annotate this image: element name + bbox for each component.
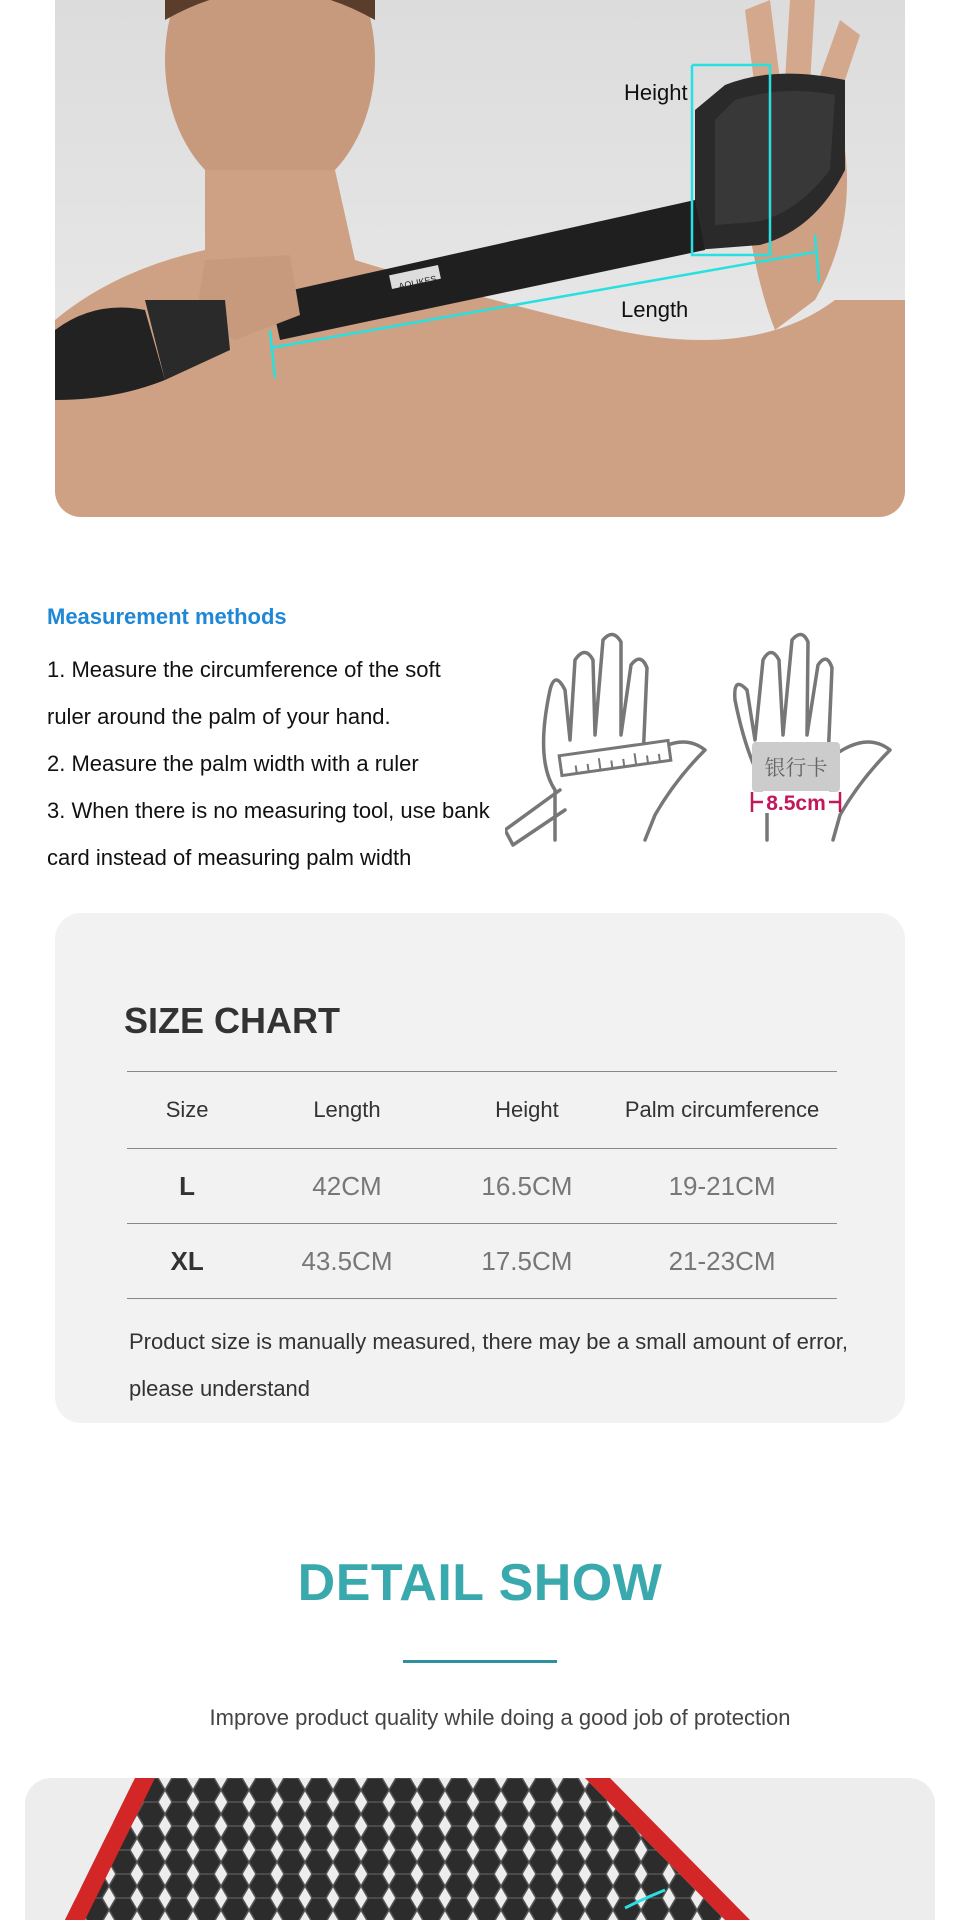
table-row	[127, 1224, 837, 1299]
table-header-row	[127, 1072, 837, 1149]
title-underline	[403, 1660, 557, 1663]
header-height: Height	[447, 1072, 607, 1149]
header-size: Size	[127, 1072, 247, 1149]
instruction-line: ruler around the palm of your hand.	[47, 704, 391, 729]
header-length: Length	[247, 1072, 446, 1149]
length-label: Length	[621, 297, 689, 322]
size-cell: L	[127, 1149, 247, 1224]
size-chart-title: SIZE CHART	[124, 1000, 340, 1041]
instruction-line: 1. Measure the circumference of the soft	[47, 657, 441, 682]
instruction-line: 2. Measure the palm width with a ruler	[47, 751, 419, 776]
hand-measurement-illustration	[505, 630, 905, 850]
product-photo	[55, 0, 905, 517]
measurement-instructions	[47, 646, 497, 881]
height-cell: 16.5CM	[447, 1149, 607, 1224]
brand-logo-text: AOLIKES	[397, 273, 438, 292]
card-width-label: 8.5cm	[766, 792, 826, 815]
size-cell: XL	[127, 1224, 247, 1299]
detail-show-title: DETAIL SHOW	[297, 1554, 663, 1612]
instruction-line: 3. When there is no measuring tool, use bank	[47, 798, 490, 823]
length-cell: 42CM	[247, 1149, 446, 1224]
model-illustration	[55, 0, 905, 517]
bank-card-label: 银行卡	[764, 756, 828, 780]
instruction-line: card instead of measuring palm width	[47, 845, 412, 870]
glove-detail-photo	[25, 1778, 935, 1920]
header-palm-circumference: Palm circumference	[607, 1072, 837, 1149]
length-cell: 43.5CM	[247, 1224, 446, 1299]
glove-mesh-illustration	[25, 1778, 935, 1920]
height-label: Height	[624, 80, 688, 105]
size-chart-table	[127, 1071, 837, 1299]
size-note: Product size is manually measured, there may be a small amount of error, please understand	[129, 1329, 848, 1401]
height-cell: 17.5CM	[447, 1224, 607, 1299]
hand-tape-icon	[505, 634, 705, 845]
palm-cell: 19-21CM	[607, 1149, 837, 1224]
table-row	[127, 1149, 837, 1224]
detail-show-subtitle: Improve product quality while doing a good job of protection	[209, 1705, 791, 1730]
palm-cell: 21-23CM	[607, 1224, 837, 1299]
measurement-title: Measurement methods	[47, 604, 287, 629]
